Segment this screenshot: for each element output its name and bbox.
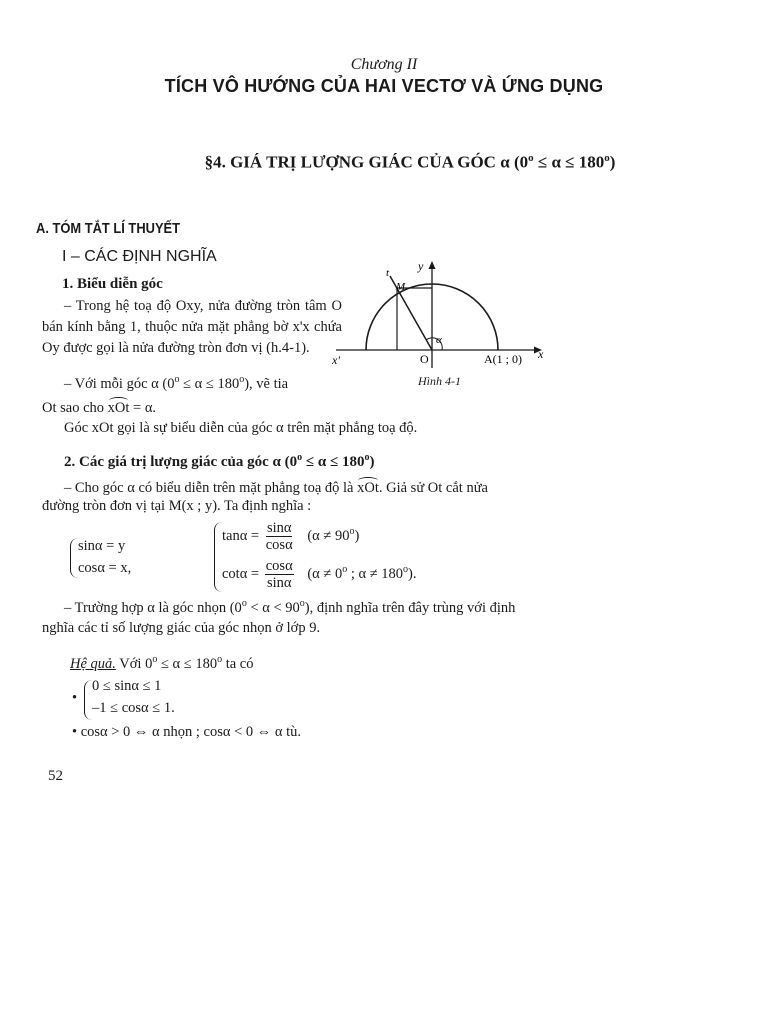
label-x-prime: x' [332,353,340,367]
label-t: t [386,267,390,279]
page-number: 52 [48,768,63,784]
corollary-sin: 0 ≤ sinα ≤ 1 [92,678,162,694]
corollary-sign: • cosα > 0 ⇔ α nhọn ; cosα < 0 ⇔ α tù. [72,724,302,740]
part-a-heading: A. TÓM TẮT LÍ THUYẾT [36,220,181,237]
corollary-cos: –1 ≤ cosα ≤ 1. [92,700,175,716]
paragraph-given-angle: – Cho góc α có biểu diễn trên mặt phẳng toạ độ là xOt. Giả sử Ot cắt nửa [64,480,488,496]
def-sin: sinα = y [78,538,126,554]
bullet: • [72,690,78,706]
paragraph-unit-semicircle: – Trong hệ toạ độ Oxy, nửa đường tròn tâm O bán kính bằng 1, thuộc nửa mặt phẳng bờ x'x chứa Oy được gọi là nửa đường tròn đơn vị (h.4-1). [42,298,342,356]
angle-xot-2: xOt [357,480,379,496]
label-x: x [538,347,544,361]
label-y: y [418,259,424,273]
paragraph-representation: Góc xOt gọi là sự biểu diễn của góc α trên mặt phẳng toạ độ. [64,420,418,436]
def-cot: cotα = $\frac{\cos\alpha}{\sin\alpha}$ ($\alpha \ne 0^o$ ; $\alpha \ne 180^o$). [222,558,417,591]
corollary-intro: Hệ quả. Với $0^o \le \alpha \le 180^o$ ta có [70,654,254,672]
label-alpha: α [436,334,442,346]
def-cos: cosα = x, [78,560,132,576]
subheading-trig-values: 2. Các giá trị lượng giác của góc α $(0^o \le \alpha \le 180^o)$ [64,452,375,470]
system-tan-cot [214,520,474,592]
paragraph-ray-ot: – Với mỗi góc α $(0^o \le \alpha \le 180^o)$, vẽ tia [64,374,289,392]
figure-unit-semicircle [324,256,554,372]
figure-caption: Hình 4-1 [418,374,461,388]
paragraph-grade9: nghĩa các tỉ số lượng giác của góc nhọn ở lớp 9. [42,620,321,636]
label-point-a: A(1 ; 0) [484,352,522,366]
label-m: M [396,281,406,293]
def-tan: tanα = $\frac{\sin\alpha}{\cos\alpha}$ $(\alpha \ne 90^o)$ [222,520,360,553]
paragraph-angle-xot: Ot sao cho xOt = α. [42,400,157,416]
definitions-heading: I – CÁC ĐỊNH NGHĨA [62,248,217,265]
paragraph-define: đường tròn đơn vị tại M(x ; y). Ta định nghĩa : [42,498,312,514]
paragraph-acute-case: – Trường hợp α là góc nhọn $(0^o < \alpha < 90^o)$, định nghĩa trên đây trùng với định [64,598,516,616]
subheading-angle-representation: 1. Biểu diễn góc [62,276,163,292]
chapter-label: Chương II [350,56,418,73]
chapter-title: TÍCH VÔ HƯỚNG CỦA HAI VECTƠ VÀ ỨNG DỤNG [164,76,604,96]
angle-xot: xOt [107,400,130,416]
label-o: O [420,352,429,366]
section-title: §4. GIÁ TRỊ LƯỢNG GIÁC CỦA GÓC α $(0^o \le \alpha \le 180^o)$ [204,152,616,172]
